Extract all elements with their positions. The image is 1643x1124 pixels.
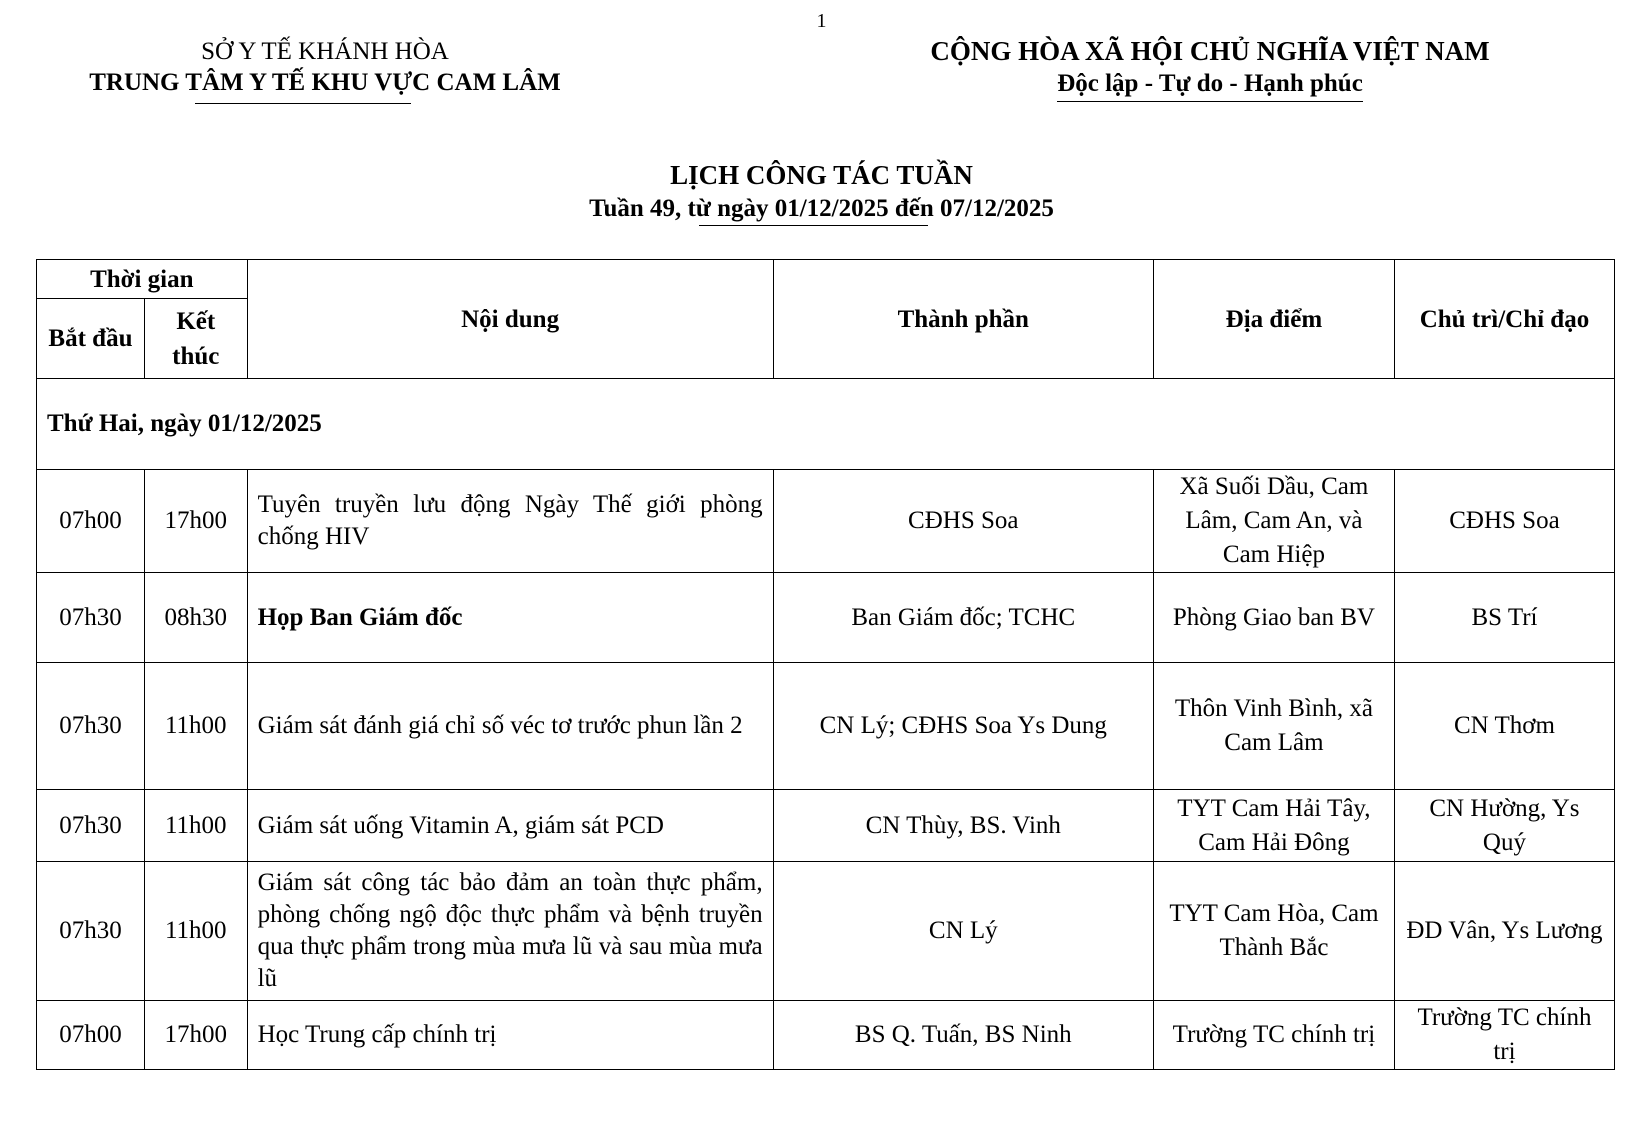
chair: Trường TC chính trị xyxy=(1394,1001,1614,1070)
page-number: 1 xyxy=(816,10,827,32)
location: Trường TC chính trị xyxy=(1153,1001,1394,1070)
header-location: Địa điểm xyxy=(1153,260,1394,379)
activity-content: Giám sát công tác bảo đảm an toàn thực phẩm, phòng chống ngộ độc thực phẩm và bệnh truyền qua thực phẩm trong mùa mưa lũ và sau mùa mưa lũ xyxy=(247,862,773,1001)
activity-content: Giám sát đánh giá chỉ số véc tơ trước phun lần 2 xyxy=(247,663,773,790)
end-time: 17h00 xyxy=(144,470,247,573)
day-heading: Thứ Hai, ngày 01/12/2025 xyxy=(37,379,1615,470)
participants: CĐHS Soa xyxy=(773,470,1153,573)
national-motto: Độc lập - Tự do - Hạnh phúc xyxy=(1057,68,1363,102)
chair: BS Trí xyxy=(1394,573,1614,663)
participants: Ban Giám đốc; TCHC xyxy=(773,573,1153,663)
start-time: 07h00 xyxy=(37,1001,145,1070)
end-time: 11h00 xyxy=(144,663,247,790)
header-end: Kết thúc xyxy=(144,299,247,379)
table-row xyxy=(37,470,1615,573)
national-header xyxy=(900,34,1520,102)
participants: CN Thùy, BS. Vinh xyxy=(773,790,1153,862)
participants: CN Lý xyxy=(773,862,1153,1001)
chair: ĐD Vân, Ys Lương xyxy=(1394,862,1614,1001)
chair: CN Thơm xyxy=(1394,663,1614,790)
chair: CN Hường, Ys Quý xyxy=(1394,790,1614,862)
activity-content: Học Trung cấp chính trị xyxy=(247,1001,773,1070)
header-content: Nội dung xyxy=(247,260,773,379)
table-row xyxy=(37,1001,1615,1070)
start-time: 07h30 xyxy=(37,663,145,790)
location: Thôn Vinh Bình, xã Cam Lâm xyxy=(1153,663,1394,790)
table-row xyxy=(37,790,1615,862)
start-time: 07h00 xyxy=(37,470,145,573)
start-time: 07h30 xyxy=(37,862,145,1001)
header-time: Thời gian xyxy=(37,260,248,299)
start-time: 07h30 xyxy=(37,790,145,862)
end-time: 11h00 xyxy=(144,790,247,862)
national-title: CỘNG HÒA XÃ HỘI CHỦ NGHĨA VIỆT NAM xyxy=(930,36,1490,66)
activity-content: Tuyên truyền lưu động Ngày Thế giới phòng chống HIV xyxy=(247,470,773,573)
participants: BS Q. Tuấn, BS Ninh xyxy=(773,1001,1153,1070)
activity-content: Họp Ban Giám đốc xyxy=(247,573,773,663)
header-start: Bắt đầu xyxy=(37,299,145,379)
organization-underline xyxy=(195,103,411,104)
participants: CN Lý; CĐHS Soa Ys Dung xyxy=(773,663,1153,790)
header-participants: Thành phần xyxy=(773,260,1153,379)
end-time: 08h30 xyxy=(144,573,247,663)
header-chair: Chủ trì/Chỉ đạo xyxy=(1394,260,1614,379)
table-row xyxy=(37,573,1615,663)
organization-name: TRUNG TÂM Y TẾ KHU VỰC CAM LÂM xyxy=(89,69,561,96)
table-row xyxy=(37,663,1615,790)
start-time: 07h30 xyxy=(37,573,145,663)
document-title: LỊCH CÔNG TÁC TUẦN xyxy=(670,160,973,190)
chair: CĐHS Soa xyxy=(1394,470,1614,573)
document-subtitle: Tuần 49, từ ngày 01/12/2025 đến 07/12/2025 xyxy=(589,195,1054,222)
location: Xã Suối Dầu, Cam Lâm, Cam An, và Cam Hiệp xyxy=(1153,470,1394,573)
activity-content: Giám sát uống Vitamin A, giám sát PCD xyxy=(247,790,773,862)
organization-header xyxy=(40,36,610,99)
location: TYT Cam Hòa, Cam Thành Bắc xyxy=(1153,862,1394,1001)
table-row xyxy=(37,862,1615,1001)
end-time: 11h00 xyxy=(144,862,247,1001)
location: Phòng Giao ban BV xyxy=(1153,573,1394,663)
schedule-table xyxy=(36,259,1615,1070)
parent-agency: SỞ Y TẾ KHÁNH HÒA xyxy=(201,38,449,65)
end-time: 17h00 xyxy=(144,1001,247,1070)
subtitle-underline xyxy=(699,225,928,226)
location: TYT Cam Hải Tây, Cam Hải Đông xyxy=(1153,790,1394,862)
